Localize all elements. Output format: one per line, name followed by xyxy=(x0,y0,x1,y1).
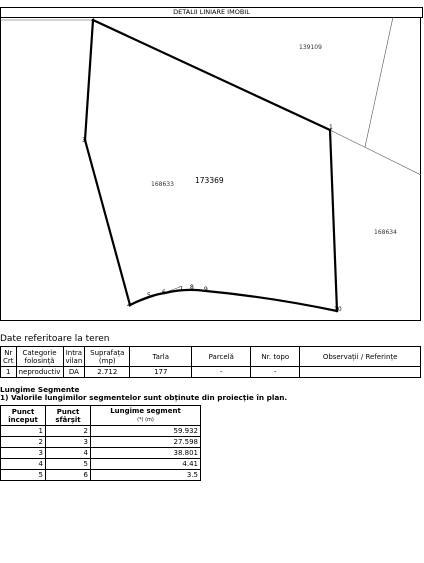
segmente-title: Lungime Segmente xyxy=(0,385,80,394)
col-parcela: Parcelă xyxy=(192,347,251,367)
table-row xyxy=(1,459,201,470)
cell-start: 4 xyxy=(1,459,46,470)
neighbor-id: 168634 xyxy=(374,229,397,236)
col-punct-sfarsit: Punct sfârșit xyxy=(46,406,91,426)
col-suprafata: Suprafața (mp) xyxy=(85,347,130,367)
cell-len: 59.932 xyxy=(91,426,201,437)
point-label: 1 xyxy=(329,124,333,131)
cell-len: 3.5 xyxy=(91,470,201,481)
cell-categorie: neproductiv xyxy=(16,367,63,378)
point-label: 10 xyxy=(334,306,342,313)
segmente-table xyxy=(0,405,201,481)
table-row xyxy=(1,426,201,437)
col-observatii: Observații / Referințe xyxy=(300,347,421,367)
cell-start: 3 xyxy=(1,448,46,459)
cell-suprafata: 2.712 xyxy=(85,367,130,378)
col-tarla: Tarla xyxy=(130,347,192,367)
cell-observatii xyxy=(300,367,421,378)
lungime-label: Lungime segment xyxy=(110,407,181,415)
col-categorie: Categorie folosință xyxy=(16,347,63,367)
cell-parcela: - xyxy=(192,367,251,378)
point-label: 8 xyxy=(190,284,194,291)
parcel-boundary xyxy=(85,20,337,311)
point-label: 3 xyxy=(82,137,86,144)
table-row xyxy=(1,448,201,459)
cell-len: 4.41 xyxy=(91,459,201,470)
point-label: 6 xyxy=(162,289,166,296)
parcel-id: 173369 xyxy=(195,176,224,185)
segmente-note: 1) Valorile lungimilor segmentelor sunt obținute din proiecție în plan. xyxy=(0,393,288,402)
cell-nr: 1 xyxy=(1,367,17,378)
cell-end: 2 xyxy=(46,426,91,437)
col-nr: Nr Crt xyxy=(1,347,17,367)
cell-len: 27.598 xyxy=(91,437,201,448)
col-nr-topo: Nr. topo xyxy=(251,347,300,367)
cell-start: 2 xyxy=(1,437,46,448)
col-lungime xyxy=(91,406,201,426)
cell-start: 5 xyxy=(1,470,46,481)
table-row xyxy=(1,470,201,481)
cell-intravilan: DA xyxy=(63,367,85,378)
table-row xyxy=(1,367,421,378)
teren-table xyxy=(0,346,421,378)
neighbor-id: 168633 xyxy=(151,181,174,188)
cell-end: 5 xyxy=(46,459,91,470)
header-title: DETALII LINIARE IMOBIL xyxy=(173,8,250,16)
cell-end: 6 xyxy=(46,470,91,481)
cell-tarla: 177 xyxy=(130,367,192,378)
cell-end: 4 xyxy=(46,448,91,459)
point-label: 7 xyxy=(179,286,183,293)
table-row xyxy=(1,437,201,448)
teren-title: Date referitoare la teren xyxy=(0,334,110,344)
parcel-plan xyxy=(0,17,421,321)
cell-len: 38.801 xyxy=(91,448,201,459)
cell-start: 1 xyxy=(1,426,46,437)
cell-nr-topo: - xyxy=(251,367,300,378)
lungime-unit: (*) (m) xyxy=(137,417,154,423)
col-intravilan: Intra vilan xyxy=(63,347,85,367)
neighbor-line xyxy=(330,130,421,175)
point-label: 4 xyxy=(127,302,131,309)
cell-end: 3 xyxy=(46,437,91,448)
point-label: 2 xyxy=(91,17,95,23)
neighbor-id: 139109 xyxy=(299,44,322,51)
col-punct-inceput: Punct început xyxy=(1,406,46,426)
point-label: 5 xyxy=(147,292,151,299)
point-label: 9 xyxy=(204,286,208,293)
neighbor-line xyxy=(365,17,393,147)
